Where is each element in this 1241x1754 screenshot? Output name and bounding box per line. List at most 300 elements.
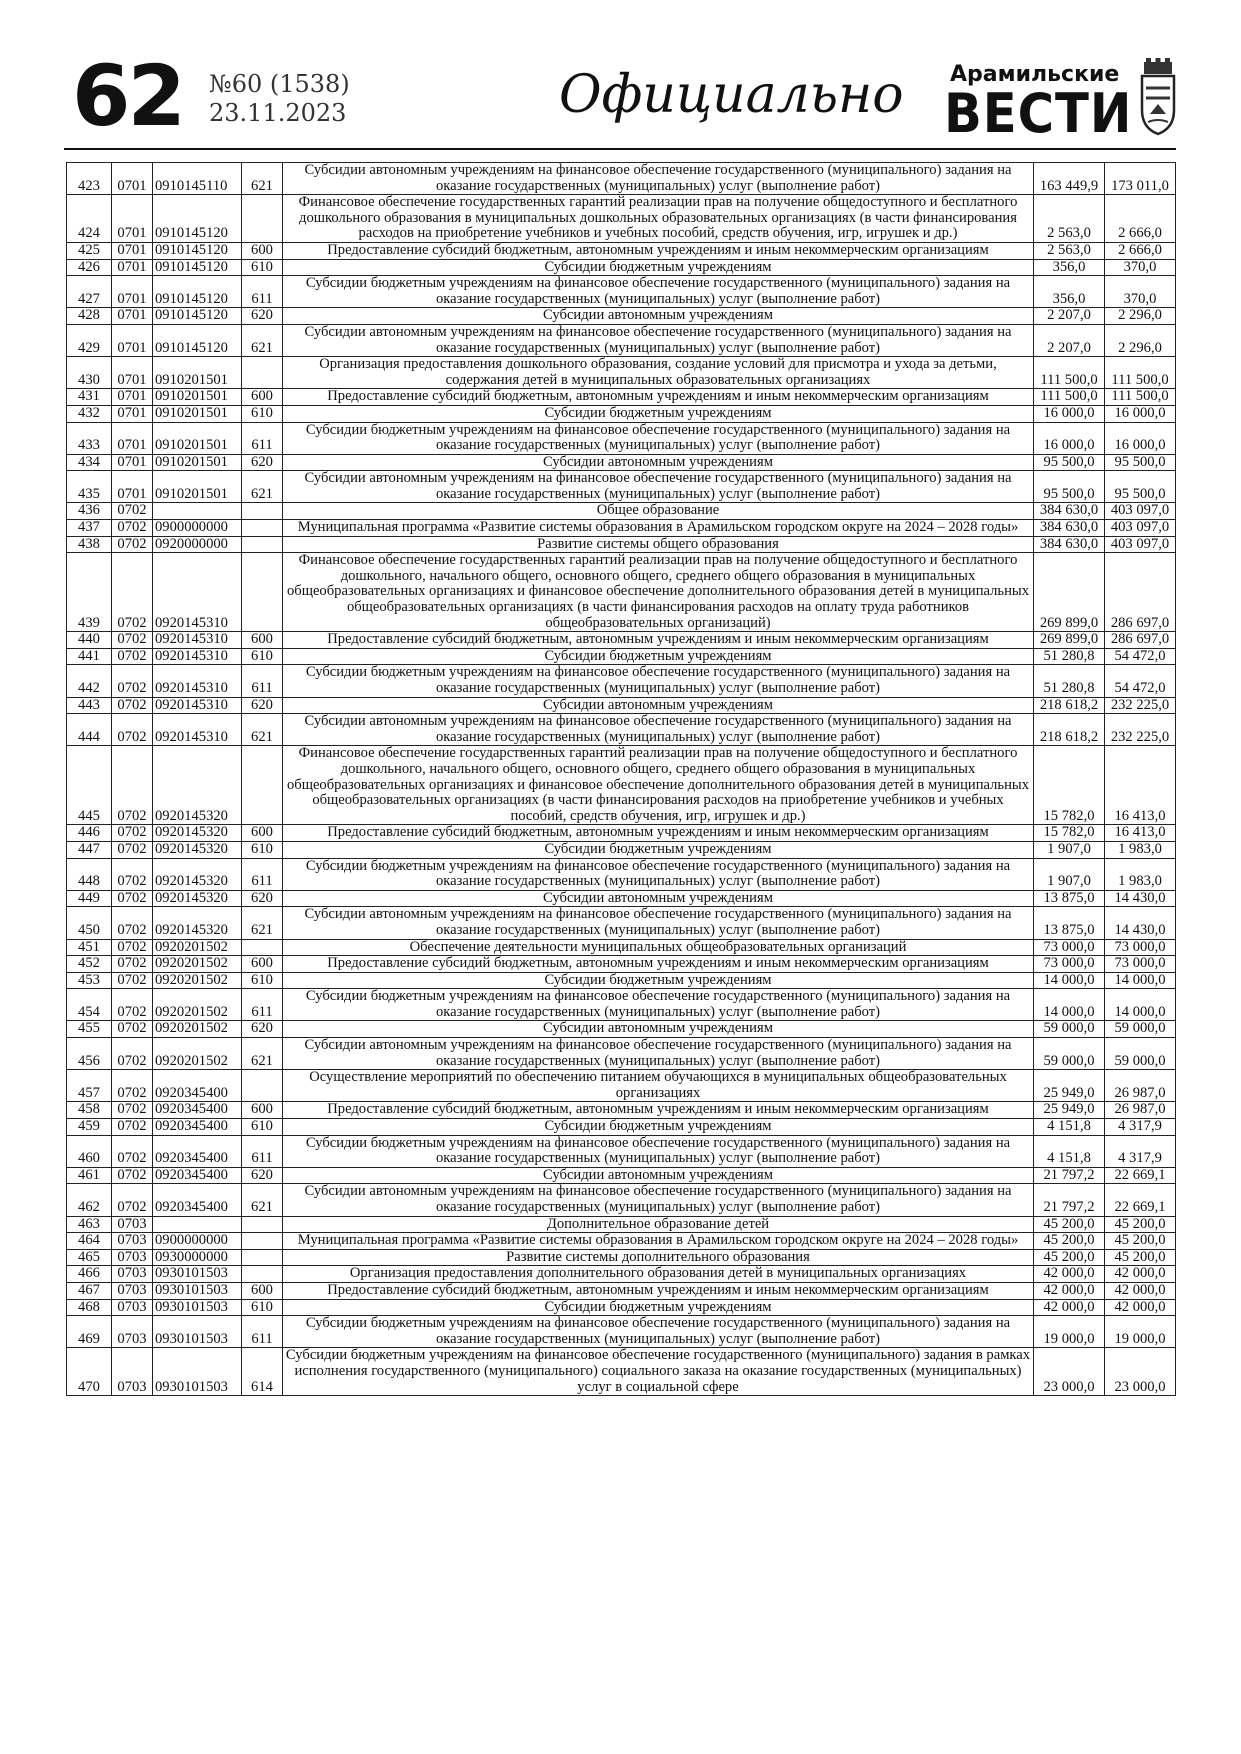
item-name-cell: Субсидии автономным учреждениям xyxy=(283,890,1034,907)
amount-2026-cell: 232 225,0 xyxy=(1105,714,1176,746)
amount-2026-cell: 59 000,0 xyxy=(1105,1038,1176,1070)
table-row xyxy=(67,1316,1176,1348)
row-number-cell: 444 xyxy=(67,714,112,746)
amount-2025-cell: 2 563,0 xyxy=(1034,242,1105,259)
expense-kind-cell: 620 xyxy=(242,697,283,714)
logo-bottom-text: ВЕСТИ xyxy=(944,82,1133,145)
row-number-cell: 426 xyxy=(67,259,112,276)
amount-2025-cell: 16 000,0 xyxy=(1034,422,1105,454)
row-number-cell: 435 xyxy=(67,471,112,503)
item-name-cell: Субсидии автономным учреждениям xyxy=(283,1167,1034,1184)
amount-2025-cell: 269 899,0 xyxy=(1034,632,1105,649)
amount-2025-cell: 15 782,0 xyxy=(1034,746,1105,825)
amount-2025-cell: 21 797,2 xyxy=(1034,1167,1105,1184)
amount-2025-cell: 111 500,0 xyxy=(1034,357,1105,389)
section-code-cell: 0703 xyxy=(112,1316,153,1348)
section-code-cell: 0702 xyxy=(112,841,153,858)
row-number-cell: 437 xyxy=(67,520,112,537)
expense-kind-cell xyxy=(242,1266,283,1283)
amount-2026-cell: 286 697,0 xyxy=(1105,632,1176,649)
target-code-cell: 0900000000 xyxy=(153,520,242,537)
item-name-cell: Субсидии бюджетным учреждениям xyxy=(283,259,1034,276)
expense-kind-cell: 600 xyxy=(242,825,283,842)
budget-table-body xyxy=(67,163,1176,1396)
table-row xyxy=(67,553,1176,632)
row-number-cell: 453 xyxy=(67,972,112,989)
item-name-cell: Субсидии бюджетным учреждениям на финансовое обеспечение государственного (муниципального) задания на оказание государственных (муниципальных) услуг (выполнение работ) xyxy=(283,276,1034,308)
expense-kind-cell: 610 xyxy=(242,972,283,989)
section-code-cell: 0702 xyxy=(112,890,153,907)
section-code-cell: 0702 xyxy=(112,1135,153,1167)
section-code-cell: 0703 xyxy=(112,1266,153,1283)
amount-2025-cell: 59 000,0 xyxy=(1034,1021,1105,1038)
amount-2026-cell: 14 000,0 xyxy=(1105,989,1176,1021)
item-name-cell: Предоставление субсидий бюджетным, автономным учреждениям и иным некоммерческим организациям xyxy=(283,242,1034,259)
amount-2025-cell: 384 630,0 xyxy=(1034,536,1105,553)
row-number-cell: 463 xyxy=(67,1216,112,1233)
row-number-cell: 430 xyxy=(67,357,112,389)
target-code-cell: 0920345400 xyxy=(153,1070,242,1102)
amount-2025-cell: 16 000,0 xyxy=(1034,405,1105,422)
target-code-cell: 0910145110 xyxy=(153,163,242,195)
section-code-cell: 0701 xyxy=(112,195,153,243)
expense-kind-cell xyxy=(242,1070,283,1102)
item-name-cell: Предоставление субсидий бюджетным, автономным учреждениям и иным некоммерческим организациям xyxy=(283,825,1034,842)
target-code-cell: 0920145310 xyxy=(153,648,242,665)
section-code-cell: 0702 xyxy=(112,503,153,520)
amount-2026-cell: 95 500,0 xyxy=(1105,454,1176,471)
section-code-cell: 0702 xyxy=(112,1184,153,1216)
amount-2025-cell: 356,0 xyxy=(1034,276,1105,308)
amount-2026-cell: 95 500,0 xyxy=(1105,471,1176,503)
expense-kind-cell: 610 xyxy=(242,648,283,665)
row-number-cell: 459 xyxy=(67,1119,112,1136)
amount-2026-cell: 22 669,1 xyxy=(1105,1167,1176,1184)
table-row xyxy=(67,858,1176,890)
amount-2026-cell: 16 000,0 xyxy=(1105,405,1176,422)
table-row xyxy=(67,1070,1176,1102)
amount-2026-cell: 2 296,0 xyxy=(1105,308,1176,325)
expense-kind-cell: 620 xyxy=(242,308,283,325)
amount-2026-cell: 73 000,0 xyxy=(1105,956,1176,973)
table-row xyxy=(67,890,1176,907)
table-row xyxy=(67,1038,1176,1070)
table-row xyxy=(67,989,1176,1021)
section-code-cell: 0701 xyxy=(112,357,153,389)
table-row xyxy=(67,163,1176,195)
expense-kind-cell xyxy=(242,195,283,243)
amount-2026-cell: 14 000,0 xyxy=(1105,972,1176,989)
amount-2026-cell: 59 000,0 xyxy=(1105,1021,1176,1038)
row-number-cell: 470 xyxy=(67,1348,112,1396)
target-code-cell: 0930000000 xyxy=(153,1249,242,1266)
target-code-cell: 0920145320 xyxy=(153,858,242,890)
item-name-cell: Предоставление субсидий бюджетным, автономным учреждениям и иным некоммерческим организациям xyxy=(283,956,1034,973)
expense-kind-cell: 610 xyxy=(242,1119,283,1136)
table-row xyxy=(67,972,1176,989)
table-row xyxy=(67,632,1176,649)
amount-2025-cell: 4 151,8 xyxy=(1034,1119,1105,1136)
table-row xyxy=(67,1266,1176,1283)
item-name-cell: Муниципальная программа «Развитие системы образования в Арамильском городском округе на 2024 – 2028 годы» xyxy=(283,520,1034,537)
amount-2026-cell: 4 317,9 xyxy=(1105,1119,1176,1136)
item-name-cell: Дополнительное образование детей xyxy=(283,1216,1034,1233)
amount-2026-cell: 286 697,0 xyxy=(1105,553,1176,632)
row-number-cell: 423 xyxy=(67,163,112,195)
amount-2026-cell: 16 413,0 xyxy=(1105,825,1176,842)
table-row xyxy=(67,907,1176,939)
row-number-cell: 466 xyxy=(67,1266,112,1283)
amount-2025-cell: 218 618,2 xyxy=(1034,697,1105,714)
amount-2025-cell: 21 797,2 xyxy=(1034,1184,1105,1216)
budget-table xyxy=(66,162,1176,1396)
expense-kind-cell: 620 xyxy=(242,1021,283,1038)
table-row xyxy=(67,1167,1176,1184)
amount-2025-cell: 1 907,0 xyxy=(1034,858,1105,890)
section-code-cell: 0702 xyxy=(112,632,153,649)
item-name-cell: Развитие системы общего образования xyxy=(283,536,1034,553)
target-code-cell: 0920000000 xyxy=(153,536,242,553)
table-row xyxy=(67,1216,1176,1233)
section-code-cell: 0702 xyxy=(112,1102,153,1119)
target-code-cell: 0920201502 xyxy=(153,1021,242,1038)
table-row xyxy=(67,697,1176,714)
section-code-cell: 0702 xyxy=(112,520,153,537)
table-row xyxy=(67,956,1176,973)
item-name-cell: Субсидии автономным учреждениям на финансовое обеспечение государственного (муниципального) задания на оказание государственных (муниципальных) услуг (выполнение работ) xyxy=(283,1184,1034,1216)
section-code-cell: 0702 xyxy=(112,956,153,973)
target-code-cell: 0910201501 xyxy=(153,405,242,422)
row-number-cell: 467 xyxy=(67,1282,112,1299)
item-name-cell: Финансовое обеспечение государственных гарантий реализации прав на получение общедоступного и бесплатного дошкольного, начального общего, основного общего, среднего общего образования в муниципальных общеобразовательных организациях и финансовое обеспечение дополнительного образования детей в муниципальных общеобразовательных организациях (в части финансирования расходов на приобретение учебников и учебных пособий, средств обучения, игр, игрушек и др.) xyxy=(283,746,1034,825)
table-row xyxy=(67,471,1176,503)
section-code-cell: 0701 xyxy=(112,454,153,471)
amount-2025-cell: 384 630,0 xyxy=(1034,520,1105,537)
expense-kind-cell: 611 xyxy=(242,665,283,697)
table-row xyxy=(67,503,1176,520)
table-row xyxy=(67,1282,1176,1299)
row-number-cell: 460 xyxy=(67,1135,112,1167)
section-code-cell: 0702 xyxy=(112,825,153,842)
expense-kind-cell xyxy=(242,1216,283,1233)
section-code-cell: 0701 xyxy=(112,163,153,195)
section-code-cell: 0702 xyxy=(112,714,153,746)
amount-2026-cell: 111 500,0 xyxy=(1105,357,1176,389)
amount-2025-cell: 269 899,0 xyxy=(1034,553,1105,632)
amount-2026-cell: 26 987,0 xyxy=(1105,1102,1176,1119)
section-code-cell: 0702 xyxy=(112,553,153,632)
expense-kind-cell: 611 xyxy=(242,858,283,890)
row-number-cell: 442 xyxy=(67,665,112,697)
target-code-cell: 0930101503 xyxy=(153,1299,242,1316)
target-code-cell: 0920145310 xyxy=(153,665,242,697)
section-code-cell: 0703 xyxy=(112,1299,153,1316)
target-code-cell: 0920201502 xyxy=(153,1038,242,1070)
amount-2026-cell: 111 500,0 xyxy=(1105,389,1176,406)
section-code-cell: 0703 xyxy=(112,1348,153,1396)
section-code-cell: 0702 xyxy=(112,1070,153,1102)
amount-2026-cell: 42 000,0 xyxy=(1105,1266,1176,1283)
amount-2026-cell: 14 430,0 xyxy=(1105,907,1176,939)
amount-2026-cell: 370,0 xyxy=(1105,276,1176,308)
row-number-cell: 439 xyxy=(67,553,112,632)
expense-kind-cell: 611 xyxy=(242,1135,283,1167)
item-name-cell: Субсидии бюджетным учреждениям на финансовое обеспечение государственного (муниципального) задания на оказание государственных (муниципальных) услуг (выполнение работ) xyxy=(283,1135,1034,1167)
expense-kind-cell: 611 xyxy=(242,276,283,308)
target-code-cell: 0910201501 xyxy=(153,422,242,454)
section-code-cell: 0702 xyxy=(112,939,153,956)
table-row xyxy=(67,324,1176,356)
amount-2026-cell: 403 097,0 xyxy=(1105,503,1176,520)
section-code-cell: 0702 xyxy=(112,989,153,1021)
table-row xyxy=(67,520,1176,537)
expense-kind-cell: 610 xyxy=(242,1299,283,1316)
section-code-cell: 0703 xyxy=(112,1216,153,1233)
target-code-cell: 0930101503 xyxy=(153,1266,242,1283)
item-name-cell: Организация предоставления дошкольного образования, создание условий для присмотра и ухода за детьми, содержания детей в муниципальных образовательных организациях xyxy=(283,357,1034,389)
item-name-cell: Развитие системы дополнительного образования xyxy=(283,1249,1034,1266)
target-code-cell: 0910145120 xyxy=(153,195,242,243)
item-name-cell: Субсидии автономным учреждениям xyxy=(283,308,1034,325)
section-code-cell: 0702 xyxy=(112,536,153,553)
amount-2025-cell: 356,0 xyxy=(1034,259,1105,276)
expense-kind-cell: 610 xyxy=(242,259,283,276)
table-row xyxy=(67,1233,1176,1250)
table-row xyxy=(67,389,1176,406)
amount-2025-cell: 23 000,0 xyxy=(1034,1348,1105,1396)
expense-kind-cell: 621 xyxy=(242,907,283,939)
section-title: Официально xyxy=(559,65,904,125)
amount-2026-cell: 16 000,0 xyxy=(1105,422,1176,454)
amount-2026-cell: 403 097,0 xyxy=(1105,536,1176,553)
table-row xyxy=(67,454,1176,471)
amount-2025-cell: 384 630,0 xyxy=(1034,503,1105,520)
target-code-cell: 0920145320 xyxy=(153,825,242,842)
amount-2026-cell: 14 430,0 xyxy=(1105,890,1176,907)
section-code-cell: 0702 xyxy=(112,665,153,697)
row-number-cell: 432 xyxy=(67,405,112,422)
item-name-cell: Предоставление субсидий бюджетным, автономным учреждениям и иным некоммерческим организациям xyxy=(283,1282,1034,1299)
amount-2026-cell: 1 983,0 xyxy=(1105,841,1176,858)
section-code-cell: 0701 xyxy=(112,324,153,356)
table-row xyxy=(67,357,1176,389)
expense-kind-cell: 600 xyxy=(242,1282,283,1299)
amount-2025-cell: 59 000,0 xyxy=(1034,1038,1105,1070)
item-name-cell: Финансовое обеспечение государственных гарантий реализации прав на получение общедоступного и бесплатного дошкольного образования в муниципальных дошкольных образовательных организациях (в части финансирования расходов на приобретение учебников и учебных пособий, средств обучения, игр, игрушек и др.) xyxy=(283,195,1034,243)
item-name-cell: Субсидии автономным учреждениям на финансовое обеспечение государственного (муниципального) задания на оказание государственных (муниципальных) услуг (выполнение работ) xyxy=(283,471,1034,503)
amount-2025-cell: 2 207,0 xyxy=(1034,308,1105,325)
section-code-cell: 0702 xyxy=(112,746,153,825)
amount-2026-cell: 26 987,0 xyxy=(1105,1070,1176,1102)
amount-2025-cell: 218 618,2 xyxy=(1034,714,1105,746)
amount-2025-cell: 42 000,0 xyxy=(1034,1266,1105,1283)
section-code-cell: 0703 xyxy=(112,1233,153,1250)
expense-kind-cell: 621 xyxy=(242,471,283,503)
table-row xyxy=(67,939,1176,956)
target-code-cell: 0920201502 xyxy=(153,939,242,956)
target-code-cell: 0920345400 xyxy=(153,1184,242,1216)
row-number-cell: 433 xyxy=(67,422,112,454)
expense-kind-cell: 600 xyxy=(242,956,283,973)
amount-2026-cell: 4 317,9 xyxy=(1105,1135,1176,1167)
row-number-cell: 458 xyxy=(67,1102,112,1119)
section-code-cell: 0701 xyxy=(112,259,153,276)
item-name-cell: Субсидии бюджетным учреждениям на финансовое обеспечение государственного (муниципального) задания на оказание государственных (муниципальных) услуг (выполнение работ) xyxy=(283,665,1034,697)
amount-2025-cell: 19 000,0 xyxy=(1034,1316,1105,1348)
target-code-cell: 0930101503 xyxy=(153,1316,242,1348)
item-name-cell: Субсидии автономным учреждениям на финансовое обеспечение государственного (муниципального) задания на оказание государственных (муниципальных) услуг (выполнение работ) xyxy=(283,907,1034,939)
expense-kind-cell xyxy=(242,553,283,632)
amount-2025-cell: 14 000,0 xyxy=(1034,989,1105,1021)
row-number-cell: 464 xyxy=(67,1233,112,1250)
table-row xyxy=(67,1184,1176,1216)
amount-2025-cell: 45 200,0 xyxy=(1034,1249,1105,1266)
issue-info xyxy=(209,70,350,128)
section-code-cell: 0701 xyxy=(112,242,153,259)
section-code-cell: 0701 xyxy=(112,471,153,503)
item-name-cell: Предоставление субсидий бюджетным, автономным учреждениям и иным некоммерческим организациям xyxy=(283,1102,1034,1119)
section-code-cell: 0701 xyxy=(112,308,153,325)
amount-2025-cell: 73 000,0 xyxy=(1034,939,1105,956)
item-name-cell: Субсидии бюджетным учреждениям на финансовое обеспечение государственного (муниципального) задания на оказание государственных (муниципальных) услуг (выполнение работ) xyxy=(283,989,1034,1021)
item-name-cell: Субсидии бюджетным учреждениям xyxy=(283,972,1034,989)
item-name-cell: Субсидии автономным учреждениям на финансовое обеспечение государственного (муниципального) задания на оказание государственных (муниципальных) услуг (выполнение работ) xyxy=(283,714,1034,746)
amount-2025-cell: 4 151,8 xyxy=(1034,1135,1105,1167)
section-code-cell: 0703 xyxy=(112,1249,153,1266)
amount-2026-cell: 16 413,0 xyxy=(1105,746,1176,825)
target-code-cell: 0920201502 xyxy=(153,989,242,1021)
target-code-cell: 0920145320 xyxy=(153,746,242,825)
amount-2026-cell: 232 225,0 xyxy=(1105,697,1176,714)
section-code-cell: 0702 xyxy=(112,1021,153,1038)
section-code-cell: 0702 xyxy=(112,858,153,890)
amount-2025-cell: 2 563,0 xyxy=(1034,195,1105,243)
row-number-cell: 452 xyxy=(67,956,112,973)
target-code-cell: 0920145320 xyxy=(153,841,242,858)
table-row xyxy=(67,648,1176,665)
amount-2025-cell: 42 000,0 xyxy=(1034,1299,1105,1316)
table-row xyxy=(67,665,1176,697)
amount-2025-cell: 42 000,0 xyxy=(1034,1282,1105,1299)
amount-2026-cell: 403 097,0 xyxy=(1105,520,1176,537)
expense-kind-cell: 620 xyxy=(242,1167,283,1184)
item-name-cell: Субсидии бюджетным учреждениям xyxy=(283,405,1034,422)
expense-kind-cell: 621 xyxy=(242,1184,283,1216)
row-number-cell: 445 xyxy=(67,746,112,825)
table-row xyxy=(67,1021,1176,1038)
amount-2025-cell: 25 949,0 xyxy=(1034,1070,1105,1102)
expense-kind-cell: 621 xyxy=(242,714,283,746)
row-number-cell: 424 xyxy=(67,195,112,243)
amount-2025-cell: 95 500,0 xyxy=(1034,454,1105,471)
row-number-cell: 431 xyxy=(67,389,112,406)
target-code-cell: 0900000000 xyxy=(153,1233,242,1250)
target-code-cell: 0910145120 xyxy=(153,242,242,259)
target-code-cell xyxy=(153,1216,242,1233)
row-number-cell: 425 xyxy=(67,242,112,259)
target-code-cell: 0910145120 xyxy=(153,308,242,325)
item-name-cell: Субсидии бюджетным учреждениям xyxy=(283,841,1034,858)
target-code-cell: 0920145310 xyxy=(153,714,242,746)
expense-kind-cell: 611 xyxy=(242,989,283,1021)
amount-2026-cell: 45 200,0 xyxy=(1105,1249,1176,1266)
target-code-cell: 0910145120 xyxy=(153,259,242,276)
amount-2025-cell: 45 200,0 xyxy=(1034,1216,1105,1233)
amount-2026-cell: 42 000,0 xyxy=(1105,1282,1176,1299)
amount-2025-cell: 13 875,0 xyxy=(1034,907,1105,939)
amount-2026-cell: 2 666,0 xyxy=(1105,242,1176,259)
item-name-cell: Осуществление мероприятий по обеспечению питанием обучающихся в муниципальных общеобразовательных организациях xyxy=(283,1070,1034,1102)
section-code-cell: 0701 xyxy=(112,276,153,308)
row-number-cell: 456 xyxy=(67,1038,112,1070)
item-name-cell: Организация предоставления дополнительного образования детей в муниципальных организациях xyxy=(283,1266,1034,1283)
amount-2026-cell: 2 666,0 xyxy=(1105,195,1176,243)
table-row xyxy=(67,825,1176,842)
item-name-cell: Субсидии автономным учреждениям на финансовое обеспечение государственного (муниципального) задания на оказание государственных (муниципальных) услуг (выполнение работ) xyxy=(283,324,1034,356)
row-number-cell: 450 xyxy=(67,907,112,939)
section-code-cell: 0702 xyxy=(112,1167,153,1184)
table-row xyxy=(67,1348,1176,1396)
row-number-cell: 434 xyxy=(67,454,112,471)
target-code-cell: 0920201502 xyxy=(153,956,242,973)
expense-kind-cell: 621 xyxy=(242,1038,283,1070)
item-name-cell: Субсидии бюджетным учреждениям на финансовое обеспечение государственного (муниципального) задания на оказание государственных (муниципальных) услуг (выполнение работ) xyxy=(283,422,1034,454)
target-code-cell: 0920345400 xyxy=(153,1135,242,1167)
amount-2026-cell: 1 983,0 xyxy=(1105,858,1176,890)
item-name-cell: Субсидии бюджетным учреждениям на финансовое обеспечение государственного (муниципального) задания на оказание государственных (муниципальных) услуг (выполнение работ) xyxy=(283,858,1034,890)
expense-kind-cell: 620 xyxy=(242,454,283,471)
target-code-cell: 0910145120 xyxy=(153,324,242,356)
item-name-cell: Субсидии автономным учреждениям xyxy=(283,697,1034,714)
table-row xyxy=(67,195,1176,243)
logo-top-text: Арамильские xyxy=(950,62,1120,87)
page-header xyxy=(64,47,1176,146)
item-name-cell: Субсидии бюджетным учреждениям на финансовое обеспечение государственного (муниципального) задания в рамках исполнения государственного (муниципального) социального заказа на оказание государственных (муниципальных) услуг в социальной сфере xyxy=(283,1348,1034,1396)
amount-2026-cell: 2 296,0 xyxy=(1105,324,1176,356)
item-name-cell: Предоставление субсидий бюджетным, автономным учреждениям и иным некоммерческим организациям xyxy=(283,389,1034,406)
item-name-cell: Субсидии бюджетным учреждениям xyxy=(283,648,1034,665)
expense-kind-cell: 600 xyxy=(242,632,283,649)
row-number-cell: 451 xyxy=(67,939,112,956)
table-row xyxy=(67,1299,1176,1316)
target-code-cell: 0920345400 xyxy=(153,1167,242,1184)
table-row xyxy=(67,242,1176,259)
expense-kind-cell: 621 xyxy=(242,324,283,356)
row-number-cell: 438 xyxy=(67,536,112,553)
amount-2025-cell: 25 949,0 xyxy=(1034,1102,1105,1119)
row-number-cell: 448 xyxy=(67,858,112,890)
item-name-cell: Субсидии бюджетным учреждениям на финансовое обеспечение государственного (муниципального) задания на оказание государственных (муниципальных) услуг (выполнение работ) xyxy=(283,1316,1034,1348)
section-code-cell: 0702 xyxy=(112,907,153,939)
target-code-cell: 0920345400 xyxy=(153,1119,242,1136)
expense-kind-cell: 611 xyxy=(242,1316,283,1348)
item-name-cell: Субсидии автономным учреждениям xyxy=(283,454,1034,471)
section-code-cell: 0702 xyxy=(112,1038,153,1070)
target-code-cell: 0930101503 xyxy=(153,1282,242,1299)
row-number-cell: 468 xyxy=(67,1299,112,1316)
section-code-cell: 0702 xyxy=(112,697,153,714)
newspaper-logo xyxy=(944,62,1144,145)
expense-kind-cell xyxy=(242,1233,283,1250)
expense-kind-cell: 610 xyxy=(242,405,283,422)
item-name-cell: Общее образование xyxy=(283,503,1034,520)
expense-kind-cell xyxy=(242,939,283,956)
section-code-cell: 0702 xyxy=(112,1119,153,1136)
amount-2026-cell: 22 669,1 xyxy=(1105,1184,1176,1216)
table-row xyxy=(67,259,1176,276)
row-number-cell: 441 xyxy=(67,648,112,665)
item-name-cell: Субсидии автономным учреждениям на финансовое обеспечение государственного (муниципального) задания на оказание государственных (муниципальных) услуг (выполнение работ) xyxy=(283,1038,1034,1070)
